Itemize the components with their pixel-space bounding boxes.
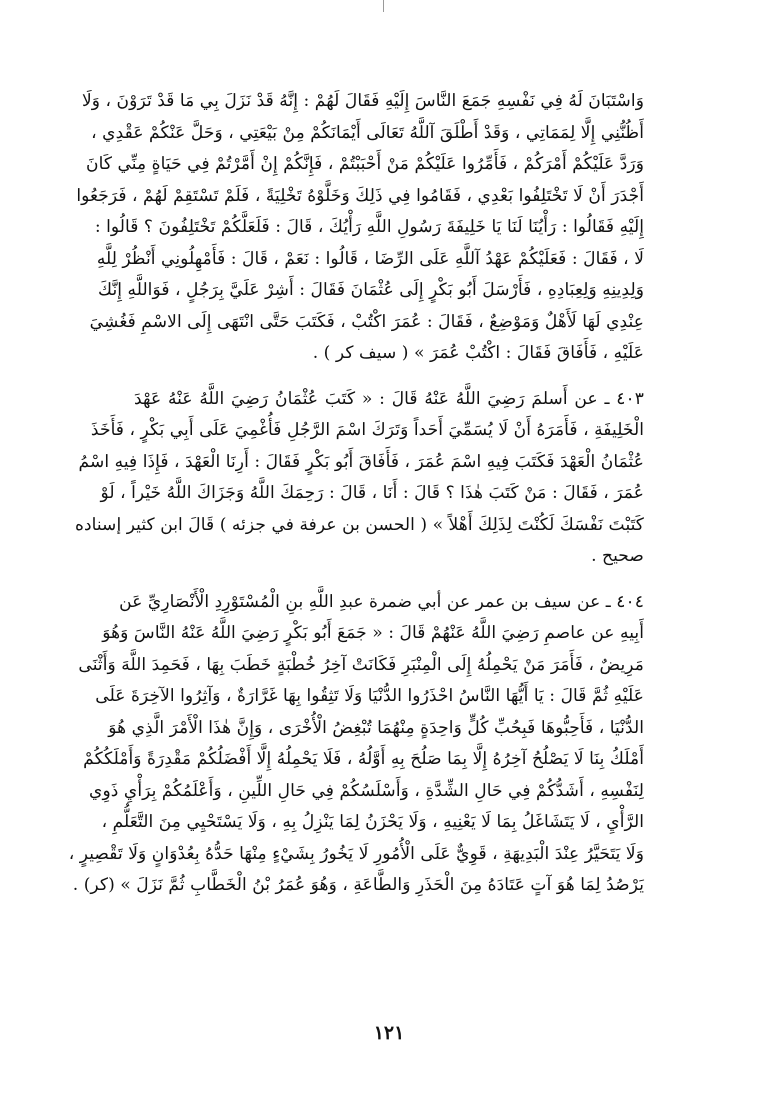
text-line: عُثْمَانُ الْعَهْدَ فَكَتَبَ فِيهِ اسْمَ عُمَرَ ، فَأَفَاقَ أَبُو بَكْرٍ فَقَالَ : أَرِنَا الْعَهْدَ ، فَإِذَا فِيهِ اسْمُ bbox=[78, 451, 644, 472]
text-line: أَظُنُّنِي إِلَّا لِمَمَاتِي ، وَقَدْ أَطْلَقَ آللَّهُ تَعَالَى أَيْمَانَكُمْ مِنْ بَيْعَتِي ، وَحَلَّ عَنْكُمْ عَقْدِي ، bbox=[91, 122, 644, 143]
text-line: أَبِيهِ عن عاصمِ رَضِيَ اللَّهُ عَنْهُمْ قَالَ : « جَمَعَ أَبُو بَكْرٍ رَضِيَ اللَّهُ عَنْهُ النَّاسَ وَهُوَ bbox=[102, 623, 644, 643]
text-line: ٤٠٤ ـ عن سيف بن عمر عن أبي ضمرة عبدِ اللَّهِ بنِ الْمُسْتَوْرِدِ الْأَنْصَارِيِّ عَن bbox=[119, 591, 644, 612]
hadith-404 bbox=[68, 587, 644, 902]
book-page-text bbox=[68, 86, 644, 1016]
hadith-403 bbox=[74, 384, 644, 573]
text-line: أَجْدَرَ أَنْ لَا تَخْتَلِفُوا بَعْدِي ، فَقَامُوا فِي ذَلِكَ وَخَلَّوْهُ تَخْلِيَةً ، فَلَمْ تَسْتَقِمْ لَهُمْ ، فَرَجَعُوا bbox=[76, 185, 644, 206]
text-line: صحيح . bbox=[591, 546, 644, 566]
text-line: الدُّنْيَا ، فَأَحِبُّوهَا فَبِحُبِّ كُلٍّ وَاحِدَةٍ مِنْهُمَا تُبْغِضُ الْأُخْرَى ، وَإِنَّ هٰذَا الْأَمْرَ الَّذِي هُوَ bbox=[108, 717, 644, 738]
scan-top-mark bbox=[383, 0, 384, 12]
text-line: عُمَرَ ، فَقَالَ : مَنْ كَتَبَ هٰذَا ؟ قَالَ : أَنَا ، قَالَ : رَحِمَكَ اللَّهُ وَجَزَاكَ اللَّهُ خَيْراً ، لَوْ bbox=[100, 483, 644, 503]
text-line: عِنْدِي لَهَا لَأَهْلٌ وَمَوْضِعٌ ، فَقَالَ : عُمَرَ اكْتُبْ ، فَكَتَبَ حَتَّى انْتَهَى إِلَى الاسْمِ فَغُشِيَ bbox=[89, 311, 644, 332]
text-line: ٤٠٣ ـ عن أَسلمَ رَضِيَ اللَّهُ عَنْهُ قَالَ : « كَتَبَ عُثْمَانُ رَضِيَ اللَّهُ عَنْهُ عَهْدَ bbox=[134, 388, 644, 409]
text-line: لِنَفْسِهِ ، أَشَدُّكُمْ فِي حَالِ الشِّدَّةِ ، وَأَسْلَسُكُمْ فِي حَالِ اللِّينِ ، وَأَعْلَمُكُمْ بِرَأْيِ ذَوِي bbox=[89, 780, 644, 801]
paragraph-gap bbox=[134, 370, 644, 384]
text-line: الرَّأْيِ ، لَا يَتَشَاغَلُ بِمَا لَا يَعْنِيهِ ، وَلَا يَحْزَنُ لِمَا يَنْزِلُ بِهِ ، وَلَا يَسْتَحْيِي مِنَ التَّعَلُّمِ ، bbox=[101, 812, 644, 832]
paragraph-continuation bbox=[76, 86, 644, 370]
text-line: وَاسْتَبَانَ لَهُ فِي نَفْسِهِ جَمَعَ النَّاسَ إِلَيْهِ فَقَالَ لَهُمْ : إِنَّهُ قَدْ نَزَلَ بِي مَا قَدْ تَرَوْنَ ، وَلَا bbox=[81, 91, 644, 111]
text-line: إِلَيْهِ فَقَالُوا : رَأْيُنَا لَنَا يَا خَلِيفَةَ رَسُولِ اللَّهِ رَأْيُكَ ، قَالَ : فَلَعَلَّكُمْ تَخْتَلِفُونَ ؟ قَالُوا : bbox=[94, 217, 644, 237]
text-line: مَرِيضٌ ، فَأَمَرَ مَنْ يَحْمِلُهُ إِلَى الْمِنْبَرِ فَكَانَتْ آخِرُ خُطْبَةٍ خَطَبَ بِهَا ، فَحَمِدَ اللَّهَ وَأَثْنَى bbox=[78, 654, 644, 675]
text-line: عَلَيْهِ ثُمَّ قَالَ : يَا أَيُّهَا النَّاسُ احْذَرُوا الدُّنْيَا وَلَا تَثِقُوا بِهَا غَرَّارَةٌ ، وَآثِرُوا الآخِرَةَ عَلَى bbox=[95, 686, 644, 706]
text-line: وَلَا يَتَحَيَّرُ عِنْدَ الْبَدِيهَةِ ، قَوِيٌّ عَلَى الْأُمُورِ لَا يَخُورُ بِشَيْءٍ مِنْهَا حَدُّهُ بِعُدْوَانٍ وَلَا تَقْصِيرٍ ، bbox=[68, 843, 644, 864]
text-line: وَرَدَّ عَلَيْكُمْ أَمْرَكُمْ ، فَأَمِّرُوا عَلَيْكُمْ مَنْ أَحْبَبْتُمْ ، فَإِنَّكُمْ إِنْ أَمَّرْتُمْ فِي حَيَاةٍ مِنِّي كَانَ bbox=[85, 154, 644, 174]
paragraph-gap bbox=[134, 573, 644, 587]
text-line: لَا ، فَقَالَ : فَعَلَيْكُمْ عَهْدُ آللَّهِ عَلَى الرِّضَا ، قَالُوا : نَعَمْ ، قَالَ : فَأَمْهِلُونِي أَنْظُرْ لِلَّهِ bbox=[96, 248, 644, 269]
text-line: يَرْصُدُ لِمَا هُوَ آتٍ عَتَادَهُ مِنَ الْحَذَرِ وَالطَّاعَةِ ، وَهُوَ عُمَرُ بْنُ الْخَطَّابِ ثُمَّ نَزَلَ » (كر) . bbox=[72, 875, 644, 895]
text-line: أَمْلَكُ بِنَا لَا يَصْلُحُ آخِرُهُ إِلَّا بِمَا صَلُحَ بِهِ أَوَّلُهُ ، فَلَا يَحْمِلُهُ إِلَّا أَفْضَلُكُمْ مَقْدِرَةً وَأَمْلَكُكُمْ bbox=[83, 749, 644, 769]
page-number: ١٢١ bbox=[373, 1022, 405, 1044]
text-line: وَلِدِينِهِ وَلِعِبَادِهِ ، فَأَرْسَلَ أَبُو بَكْرٍ إِلَى عُثْمَانَ فَقَالَ : أَشِرْ عَلَيَّ بِرَجُلٍ ، فَوَاللَّهِ إِنَّكَ bbox=[98, 280, 644, 300]
text-line: عَلَيْهِ ، فَأَفَاقَ فَقَالَ : اكْتُبْ عُمَرَ » ( سيف كر ) . bbox=[312, 343, 644, 363]
text-line: الْخَلِيفَةِ ، فَأَمَرَهُ أَنْ لَا يُسَمِّيَ أَحَداً وَتَرَكَ اسْمَ الرَّجُلِ فَأُغْمِيَ عَلَى أَبِي بَكْرٍ ، فَأَخَذَ bbox=[90, 420, 644, 440]
text-line: كَتَبْتَ نَفْسَكَ لَكُنْتَ لِذَلِكَ أَهْلاً » ( الحسن بن عرفة في جزئه ) قَالَ ابن كثير إسناده bbox=[74, 514, 644, 535]
